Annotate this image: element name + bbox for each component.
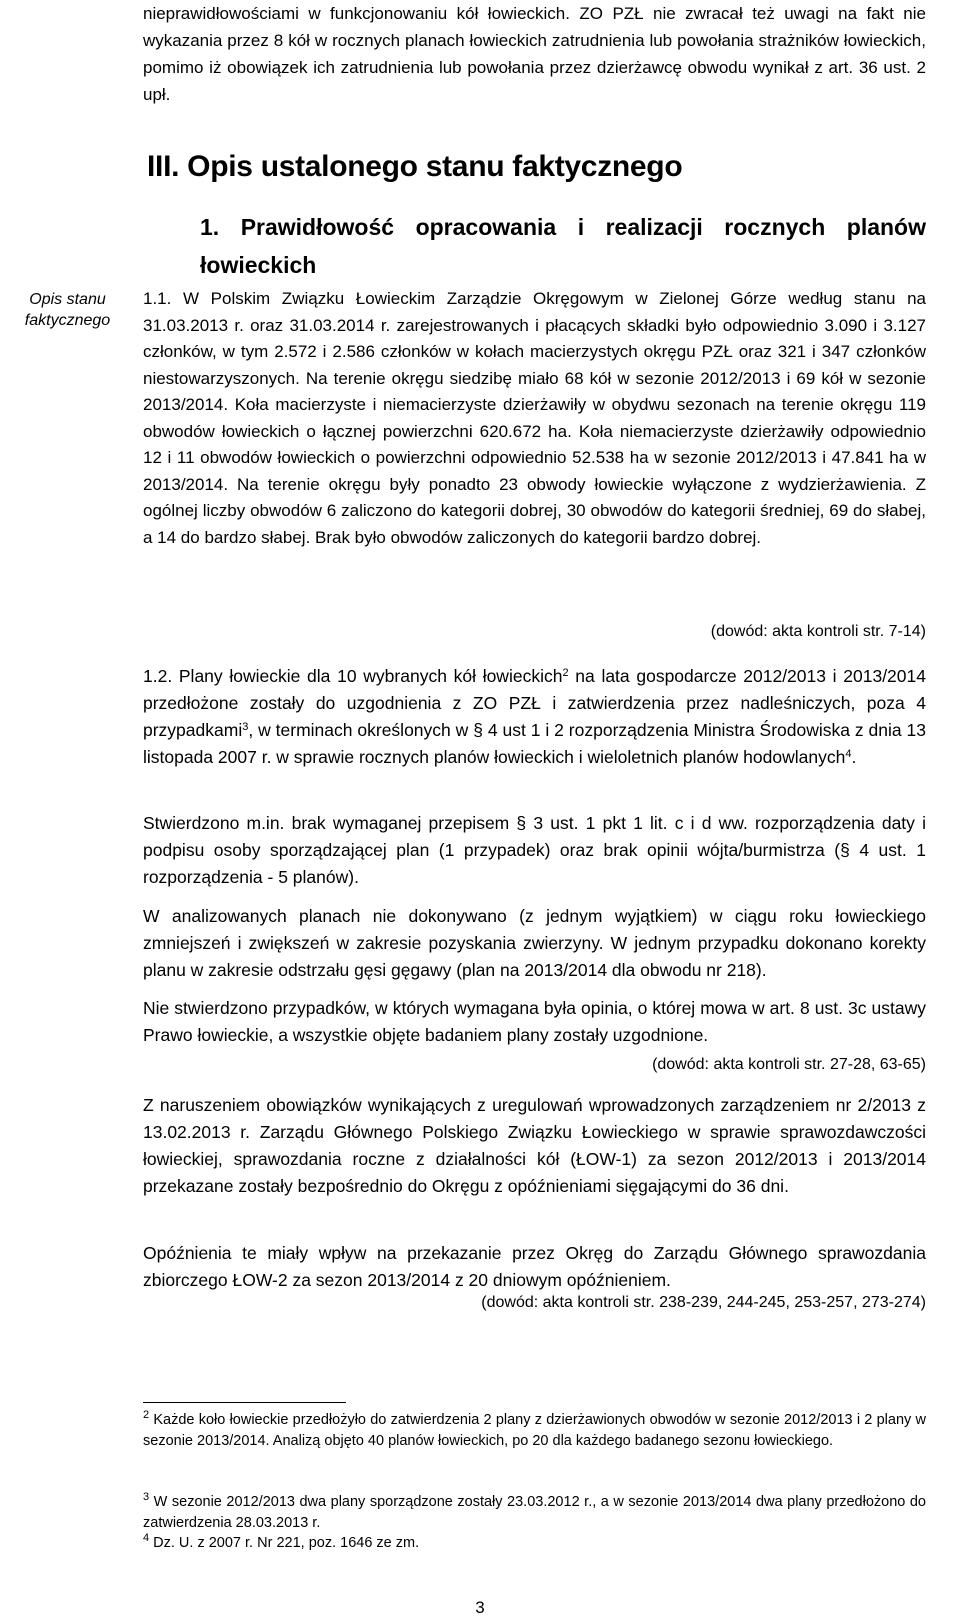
intro-paragraph: nieprawidłowościami w funkcjonowaniu kół łowieckich. ZO PZŁ nie zwracał też uwagi na fakt nie wykazania przez 8 kół w rocznych planach łowieckich zatrudnienia lub powołania strażników łowieckich, pomimo iż obowiązek ich zatrudnienia lub powołania przez dzierżawcę obwodu wynikał z art. 36 ust. 2 upł. bbox=[143, 4, 926, 104]
footnote-divider bbox=[143, 1402, 346, 1403]
paragraph-opinion: Nie stwierdzono przypadków, w których wymagana była opinia, o której mowa w art. 8 ust. 3c ustawy Prawo łowieckie, a wszystkie objęte badaniem plany zostały uzgodnione. bbox=[143, 998, 926, 1045]
page-number: 3 bbox=[475, 1598, 485, 1617]
footnote-ref-4[interactable]: 4 bbox=[845, 748, 852, 760]
evidence-note-2: (dowód: akta kontroli str. 27-28, 63-65) bbox=[652, 1056, 926, 1073]
subsection-heading-line1: 1. Prawidłowość opracowania i realizacji rocznych planów bbox=[200, 214, 926, 240]
margin-note bbox=[0, 289, 135, 331]
footnote-ref-2[interactable]: 2 bbox=[562, 667, 569, 679]
evidence-note-1: (dowód: akta kontroli str. 7-14) bbox=[710, 623, 926, 640]
paragraph-1-2-part-c: , w terminach określonych w § 4 ust 1 i 2 rozporządzenia Ministra Środowiska z dnia 13 listopada 2007 r. w sprawie rocznych planów łowieckich i wieloletnich planów hodowlanych bbox=[143, 720, 926, 767]
footnote-3-text: W sezonie 2012/2013 dwa plany sporządzone zostały 23.03.2012 r., a w sezonie 2013/2014 dwa plany przedłożono do zatwierdzenia 28.03.2013 r. bbox=[143, 1494, 926, 1531]
paragraph-findings: Stwierdzono m.in. brak wymaganej przepisem § 3 ust. 1 pkt 1 lit. c i d ww. rozporządzenia daty i podpisu osoby sporządzającej plan (1 przypadek) oraz brak opinii wójta/burmistrza (§ 4 ust. 1 rozporządzenia - 5 planów). bbox=[143, 813, 926, 887]
paragraph-analysis: W analizowanych planach nie dokonywano (z jednym wyjątkiem) w ciągu roku łowieckiego zmniejszeń i zwiększeń w zakresie pozyskania zwierzyny. W jednym przypadku dokonano korekty planu w zakresie odstrzału gęsi gęgawy (plan na 2013/2014 dla obwodu nr 218). bbox=[143, 906, 926, 980]
footnote-3-number: 3 bbox=[143, 1491, 150, 1503]
subsection-heading-line2: łowieckich bbox=[200, 252, 317, 278]
footnote-4-text: Dz. U. z 2007 r. Nr 221, poz. 1646 ze zm. bbox=[153, 1535, 420, 1551]
paragraph-1-2-part-a: 1.2. Plany łowieckie dla 10 wybranych kół łowieckich bbox=[143, 666, 563, 686]
footnote-3 bbox=[143, 1492, 926, 1533]
footnote-2 bbox=[143, 1410, 926, 1451]
margin-note-line2: faktycznego bbox=[24, 312, 111, 329]
paragraph-1-1: 1.1. W Polskim Związku Łowieckim Zarządzie Okręgowym w Zielonej Górze według stanu na 31.03.2013 r. oraz 31.03.2014 r. zarejestrowanych i płacących składki było odpowiednio 3.090 i 3.127 członków, w tym 2.572 i 2.586 członków w kołach macierzystych okręgu PZŁ oraz 321 i 347 członków niestowarzyszonych. Na terenie okręgu siedzibę miało 68 kół w sezonie 2012/2013 i 69 kół w sezonie 2013/2014. Koła macierzyste i niemacierzyste dzierżawiły w obydwu sezonach na terenie okręgu 119 obwodów łowieckich o łącznej powierzchni 620.672 ha. Koła niemacierzyste dzierżawiły odpowiednio 12 i 11 obwodów łowieckich o powierzchni odpowiednio 52.538 ha w sezonie 2012/2013 i 47.841 ha w 2013/2014. Na terenie okręgu były ponadto 23 obwody łowieckie wyłączone z wydzierżawienia. Z ogólnej liczby obwodów 6 zaliczono do kategorii dobrej, 30 obwodów do kategorii średniej, 69 do słabej, a 14 do bardzo słabej. Brak było obwodów zaliczonych do kategorii bardzo dobrej. bbox=[143, 289, 926, 547]
paragraph-1-2-part-b: na lata gospodarcze 2012/2013 i 2013/2014 przedłożone zostały do uzgodnienia z ZO PZŁ i zatwierdzenia przez nadleśniczych, poza 4 przypadkami bbox=[143, 666, 926, 740]
footnote-2-number: 2 bbox=[143, 1409, 150, 1421]
paragraph-1-2-part-d: . bbox=[851, 747, 857, 767]
footnote-4-number: 4 bbox=[143, 1532, 150, 1544]
section-heading: III. Opis ustalonego stanu faktycznego bbox=[147, 150, 683, 183]
footnote-ref-3[interactable]: 3 bbox=[242, 721, 249, 733]
footnote-4 bbox=[143, 1533, 926, 1554]
paragraph-reporting: Z naruszeniem obowiązków wynikających z uregulowań wprowadzonych zarządzeniem nr 2/2013 z 13.02.2013 r. Zarządu Głównego Polskiego Związku Łowieckiego w sprawie sprawozdawczości łowieckiej, sprawozdania roczne z działalności kół (ŁOW-1) za sezon 2012/2013 i 2013/2014 przekazane zostały bezpośrednio do Okręgu z opóźnieniami sięgającymi do 36 dni. bbox=[143, 1095, 926, 1196]
subsection-heading bbox=[200, 208, 926, 284]
margin-note-line1: Opis stanu bbox=[29, 291, 106, 308]
paragraph-delays: Opóźnienia te miały wpływ na przekazanie przez Okręg do Zarządu Głównego sprawozdania zbiorczego ŁOW-2 za sezon 2013/2014 z 20 dniowym opóźnieniem. bbox=[143, 1243, 926, 1290]
evidence-note-3: (dowód: akta kontroli str. 238-239, 244-245, 253-257, 273-274) bbox=[481, 1294, 926, 1311]
footnote-2-text: Każde koło łowieckie przedłożyło do zatwierdzenia 2 plany z dzierżawionych obwodów w sezonie 2012/2013 i 2 plany w sezonie 2013/2014. Analizą objęto 40 planów łowieckich, po 20 dla każdego badanego sezonu łowieckiego. bbox=[143, 1412, 926, 1449]
paragraph-1-2 bbox=[143, 663, 926, 771]
